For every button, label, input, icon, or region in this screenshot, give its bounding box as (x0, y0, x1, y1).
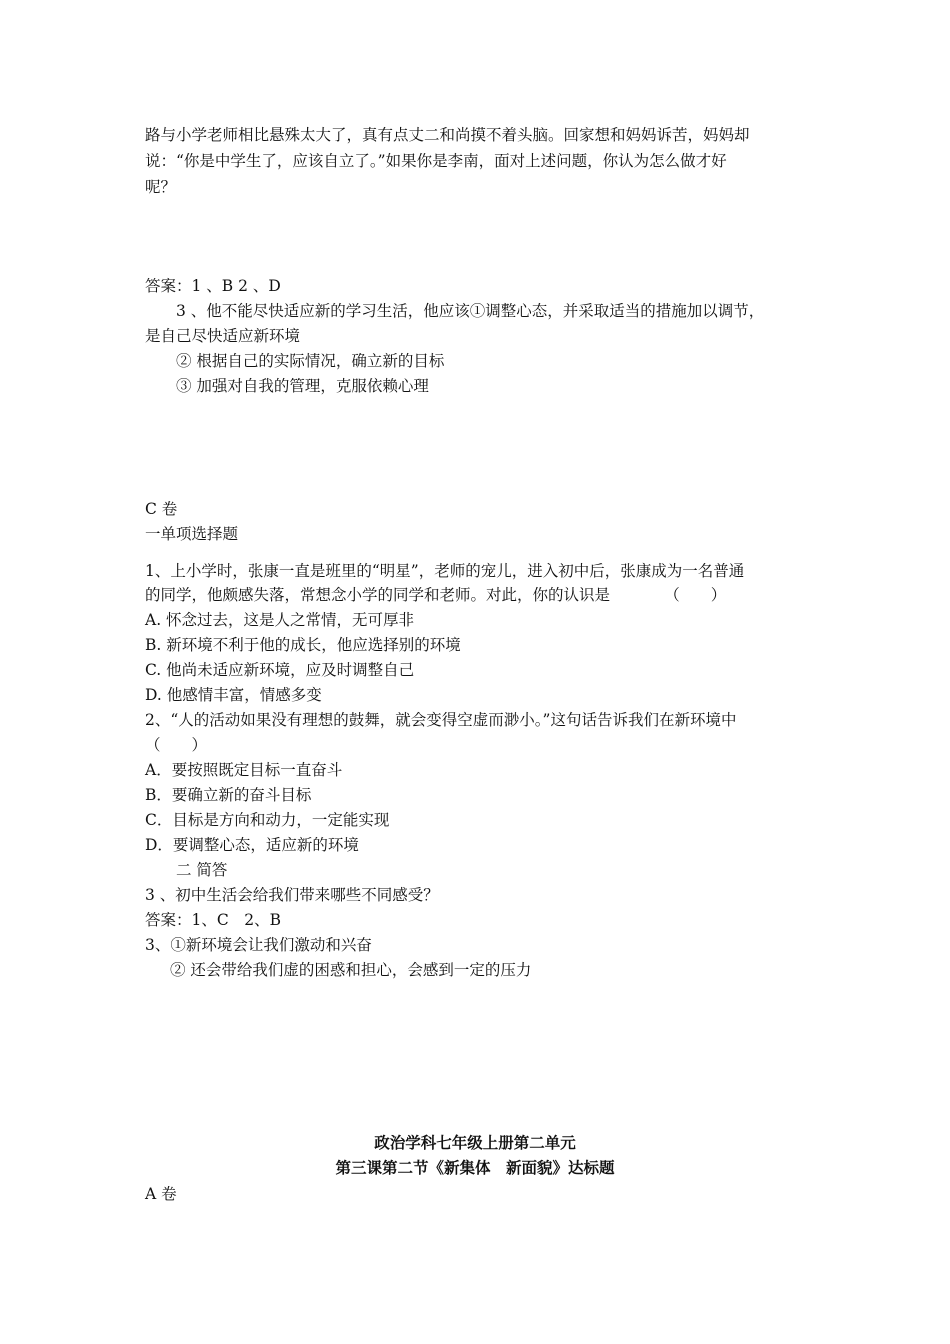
question-2-option-a: A．要按照既定目标一直奋斗 (145, 761, 343, 779)
question-2-option-c: C．目标是方向和动力，一定能实现 (145, 811, 390, 829)
section-c-part1-heading: 一单项选择题 (145, 525, 239, 543)
answer-c-line-1: 答案：1、C 2、B (145, 911, 281, 929)
intro-line-1: 路与小学老师相比悬殊太大了，真有点丈二和尚摸不着头脑。回家想和妈妈诉苦，妈妈却 (145, 126, 750, 144)
intro-line-2: 说：“你是中学生了，应该自立了。”如果你是李南，面对上述问题，你认为怎么做才好 (145, 152, 727, 170)
question-2-line-2: （ ） (145, 736, 208, 754)
next-section-title: 政治学科七年级上册第二单元 (374, 1134, 576, 1152)
question-1-option-d: D. 他感情丰富，情感多变 (145, 686, 322, 704)
next-section-heading: A 卷 (145, 1185, 177, 1203)
answer-b-line-5: ③ 加强对自我的管理，克服依赖心理 (176, 377, 429, 395)
question-2-option-b: B．要确立新的奋斗目标 (145, 786, 312, 804)
question-1-option-c: C. 他尚未适应新环境，应及时调整自己 (145, 661, 415, 679)
question-2-option-d: D．要调整心态，适应新的环境 (145, 836, 359, 854)
answer-b-line-3: 是自己尽快适应新环境 (145, 327, 301, 345)
next-section-subtitle: 第三课第二节《新集体 新面貌》达标题 (335, 1159, 615, 1177)
section-c-heading: C 卷 (145, 500, 178, 518)
question-1-option-a: A. 怀念过去，这是人之常情，无可厚非 (145, 611, 415, 629)
answer-b-line-1: 答案：1 、B 2 、D (145, 277, 281, 295)
answer-c-line-3: ② 还会带给我们虚的困惑和担心，会感到一定的压力 (170, 961, 532, 979)
question-2-line-1: 2、“人的活动如果没有理想的鼓舞，就会变得空虚而渺小。”这句话告诉我们在新环境中 (145, 711, 737, 729)
section-c-part2-heading: 二 简答 (176, 861, 228, 879)
answer-c-line-2: 3、①新环境会让我们激动和兴奋 (145, 936, 372, 954)
question-3: 3 、初中生活会给我们带来哪些不同感受？ (145, 886, 439, 904)
answer-b-line-4: ② 根据自己的实际情况，确立新的目标 (176, 352, 445, 370)
question-1-line-2: 的同学，他颇感失落，常想念小学的同学和老师。对此，你的认识是 （ ） (145, 586, 727, 604)
question-1-option-b: B. 新环境不利于他的成长，他应选择别的环境 (145, 636, 461, 654)
question-1-line-1: 1、上小学时，张康一直是班里的“明星”，老师的宠儿，进入初中后，张康成为一名普通 (145, 562, 745, 580)
intro-line-3: 呢？ (145, 178, 177, 196)
answer-b-line-2: 3 、他不能尽快适应新的学习生活，他应该①调整心态，并采取适当的措施加以调节， (176, 302, 765, 320)
